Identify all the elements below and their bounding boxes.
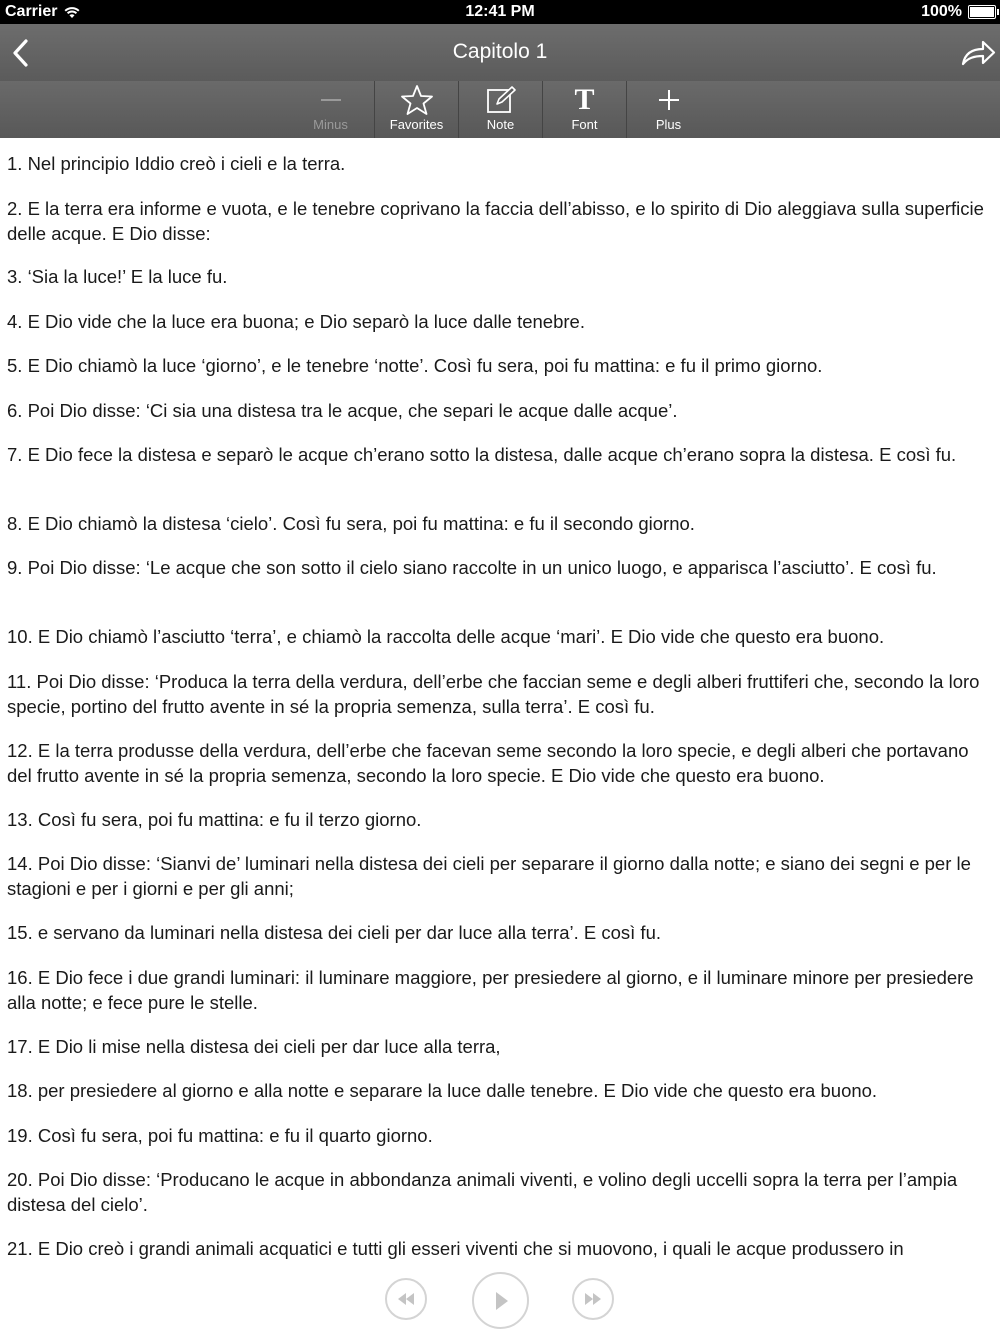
verse: 10. E Dio chiamò l’asciutto ‘terra’, e chiamò la raccolta delle acque ‘mari’. E Dio vide che questo era buono.: [7, 626, 885, 647]
verse: 20. Poi Dio disse: ‘Producano le acque in abbondanza animali viventi, e volino degli uccelli sopra la terra per l’ampia distesa del cielo’.: [7, 1169, 958, 1215]
note-button[interactable]: [459, 81, 542, 138]
rewind-icon: [396, 1292, 416, 1306]
page-title: Capitolo 1: [452, 40, 548, 63]
minus-button[interactable]: [289, 81, 372, 138]
verse: 2. E la terra era informe e vuota, e le tenebre coprivano la faccia dell’abisso, e lo spirito di Dio aleggiava sulla superficie delle acque. E Dio disse:: [7, 198, 984, 244]
font-button[interactable]: [543, 81, 626, 138]
verse: 13. Così fu sera, poi fu mattina: e fu il terzo giorno.: [7, 809, 422, 830]
battery-group: [921, 3, 996, 21]
verse: 17. E Dio li mise nella distesa dei cieli per dar luce alla terra,: [7, 1036, 501, 1057]
verse: 16. E Dio fece i due grandi luminari: il luminare maggiore, per presiedere al giorno, e il luminare minore per presiedere alla notte; e fece pure le stelle.: [7, 967, 974, 1013]
status-bar: [0, 0, 1000, 24]
carrier-label: Carrier: [5, 3, 58, 20]
plus-label: Plus: [655, 117, 682, 132]
verse: 15. e servano da luminari nella distesa dei cieli per dar luce alla terra’. E così fu.: [7, 922, 662, 943]
verse: 8. E Dio chiamò la distesa ‘cielo’. Così fu sera, poi fu mattina: e fu il secondo giorno.: [7, 513, 695, 534]
plus-button[interactable]: [627, 81, 710, 138]
verse: 21. E Dio creò i grandi animali acquatici e tutti gli esseri viventi che si muovono, i quali le acque produssero in: [7, 1238, 904, 1259]
play-button[interactable]: [472, 1272, 529, 1329]
verse: 5. E Dio chiamò la luce ‘giorno’, e le tenebre ‘notte’. Così fu sera, poi fu mattina: e fu il primo giorno.: [7, 355, 823, 376]
plus-icon: [656, 87, 682, 113]
font-icon: T: [574, 83, 595, 116]
battery-icon: [968, 5, 996, 19]
fast-forward-button[interactable]: [572, 1278, 614, 1320]
note-edit-icon: [485, 85, 517, 115]
note-label: Note: [486, 117, 515, 132]
rewind-button[interactable]: [385, 1278, 427, 1320]
favorites-button[interactable]: [375, 81, 458, 138]
font-label: Font: [571, 117, 598, 132]
verse: 11. Poi Dio disse: ‘Produca la terra della verdura, dell’erbe che faccian seme e degli alberi fruttiferi che, secondo la loro specie, portino del frutto avente in sé la propria semenza, sulla terra’. E così fu.: [7, 671, 980, 717]
verse: 7. E Dio fece la distesa e separò le acque ch’erano sotto la distesa, dalle acque ch’erano sopra la distesa. E così fu.: [7, 444, 957, 465]
minus-label: Minus: [313, 117, 348, 132]
navigation-bar: [0, 24, 1000, 82]
minus-icon: [318, 87, 344, 113]
verse: 18. per presiedere al giorno e alla notte e separare la luce dalle tenebre. E Dio vide che questo era buono.: [7, 1080, 878, 1101]
verse: 14. Poi Dio disse: ‘Sianvi de’ luminari nella distesa dei cieli per separare il giorno dalla notte; e siano dei segni e per le stagioni e per i giorni e per gli anni;: [7, 853, 971, 899]
star-icon: [400, 84, 434, 116]
share-arrow-icon: [960, 38, 996, 68]
battery-percent: 100%: [921, 3, 962, 20]
favorites-label: Favorites: [389, 117, 444, 132]
verse: 6. Poi Dio disse: ‘Ci sia una distesa tra le acque, che separi le acque dalle acque’.: [7, 400, 678, 421]
toolbar: [0, 81, 1000, 138]
audio-player: [0, 1266, 1000, 1334]
verse: 9. Poi Dio disse: ‘Le acque che son sotto il cielo siano raccolte in un unico luogo, e apparisca l’asciutto’. E così fu.: [7, 557, 937, 578]
status-time: 12:41 PM: [465, 3, 535, 20]
fast-forward-icon: [583, 1292, 603, 1306]
verse: 19. Così fu sera, poi fu mattina: e fu il quarto giorno.: [7, 1125, 433, 1146]
chapter-content: [0, 138, 1000, 1266]
verse: 3. ‘Sia la luce!’ E la luce fu.: [7, 266, 228, 287]
verse: 1. Nel principio Iddio creò i cieli e la terra.: [7, 153, 346, 174]
play-icon: [493, 1291, 509, 1311]
verse: 12. E la terra produsse della verdura, dell’erbe che facevan seme secondo la loro specie, e degli alberi che portavano del frutto avente in sé la propria semenza, secondo la loro specie. E Dio vide che questo era buono.: [7, 740, 969, 786]
share-button[interactable]: [960, 38, 996, 68]
verse: 4. E Dio vide che la luce era buona; e Dio separò la luce dalle tenebre.: [7, 311, 585, 332]
